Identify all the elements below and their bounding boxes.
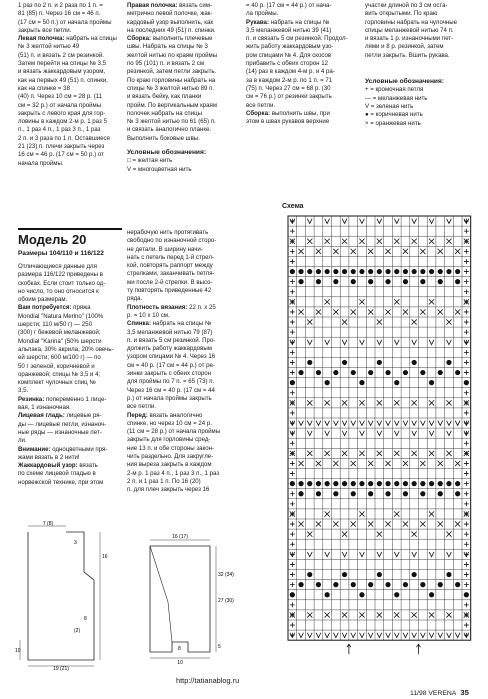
- chart-dot-symbol: [394, 592, 399, 597]
- text-line: обоим размерам.: [18, 296, 68, 304]
- chart-dot-symbol: [316, 582, 321, 587]
- text-line: (40) п. Через 10 см = 28 р. (11: [18, 93, 103, 101]
- legend-item: □ = желтая нить: [127, 157, 173, 165]
- pattern-outline: [28, 532, 94, 660]
- chart-dot-symbol: [412, 269, 417, 274]
- chart-dot-symbol: [342, 572, 347, 577]
- text-line: набрать на спицы №: [270, 18, 330, 26]
- chart-dot-symbol: [307, 360, 312, 365]
- chart-dot-symbol: [446, 269, 451, 274]
- legend-item: — = меланжевая нить: [365, 94, 428, 102]
- issue-label: 11/98 VERENA: [410, 690, 457, 697]
- chart-dot-symbol: [403, 269, 408, 274]
- text-line: п., 1 раз 4 п., 1 раз 3 п., 1 раз: [18, 126, 101, 134]
- chart-dot-symbol: [420, 370, 425, 375]
- chart-dot-symbol: [351, 481, 356, 486]
- section-heading: Сборка:: [246, 109, 270, 117]
- chart-dot-symbol: [420, 279, 425, 284]
- chart-dot-symbol: [385, 370, 390, 375]
- chart-dot-symbol: [351, 582, 356, 587]
- text-line: 2-м р. 1 раз 4 п., 1 раз 3 п., 1 раз: [127, 469, 220, 477]
- chart-dot-symbol: [359, 592, 364, 597]
- legend-title: Условные обозначения:: [127, 149, 207, 157]
- chart-dot-symbol: [403, 370, 408, 375]
- chart-dot-symbol: [412, 481, 417, 486]
- page-footer: [410, 688, 469, 697]
- text-line: для проймы по 7 п. = 65 (73) п.: [127, 378, 215, 386]
- text-line: см = 76 р.) от резинки закрыть: [246, 93, 332, 101]
- chart-dot-symbol: [420, 491, 425, 496]
- section-heading: Левая полочка:: [18, 35, 65, 43]
- col2-bottom-text: [127, 229, 235, 495]
- dim-label: 5: [218, 644, 221, 650]
- text-line: набрать на спицы №: [152, 320, 212, 328]
- text-line: комплект чулочных спиц №: [18, 379, 96, 387]
- text-line: ные ряды — изнаночные пет-: [18, 428, 102, 436]
- text-line: По краю горловины набрать на: [127, 76, 216, 84]
- chart-dot-symbol: [351, 491, 356, 496]
- text-line: 50 г зеленой, коричневой и: [18, 362, 95, 370]
- dim-label: 7 (8): [42, 521, 54, 527]
- text-line: по схеме лицевой гладью в: [18, 470, 96, 478]
- text-line: полочек набрать на спицы: [127, 109, 202, 117]
- text-line: метрично левой полочке, жак-: [127, 10, 213, 18]
- text-line: нать с петель перед 1-й стрел-: [127, 253, 214, 261]
- text-line: Через 16 см = 40 р. (17 см = 44: [127, 386, 215, 394]
- text-line: [127, 412, 235, 420]
- chart-dot-symbol: [455, 582, 460, 587]
- text-line: за в каждом 2-м р. по 1 п. = 71: [246, 76, 333, 84]
- chart-dot-symbol: [316, 269, 321, 274]
- text-line: все петли.: [127, 403, 157, 411]
- text-line: 16 см = 46 р. (17 см = 50 р.) от: [18, 151, 104, 159]
- text-line: петли закрыть. Вшить рукава.: [365, 51, 450, 59]
- text-line: стрелками, заканчивать петля-: [127, 270, 215, 278]
- section-heading: Спинка:: [127, 320, 151, 328]
- text-line: ту повторять приведенные 42: [127, 287, 212, 295]
- text-line: швы. Набрать на спицы № 3: [127, 43, 208, 51]
- text-line: (51) п. и вязать 2 см резинкой.: [18, 51, 104, 59]
- chart-dot-symbol: [342, 360, 347, 365]
- section-heading: Плотность вязания:: [127, 303, 188, 311]
- text-line: спицы меланжевой нитью 74 п.: [365, 26, 454, 34]
- text-line: вая, 1 изнаночная.: [18, 404, 71, 412]
- chart-dot-symbol: [351, 269, 356, 274]
- text-line: [246, 19, 356, 27]
- dim-label: 19 (21): [53, 666, 69, 672]
- chart-dot-symbol: [385, 491, 390, 496]
- text-line: (14) раз в каждом 4-м р. и 4 ра-: [246, 68, 335, 76]
- chart-dot-symbol: [333, 481, 338, 486]
- section-heading: Правая полочка:: [127, 2, 178, 9]
- section-heading: Резинка:: [18, 395, 45, 403]
- text-line: все петли.: [246, 101, 276, 109]
- text-line: набрать на спицы № 3 желтой нитью 49: [18, 35, 117, 51]
- chart-dot-symbol: [412, 360, 417, 365]
- chart-dot-symbol: [455, 481, 460, 486]
- chart-dot-symbol: [316, 481, 321, 486]
- text-line: р. = 10 х 10 см.: [127, 311, 170, 319]
- text-line: [18, 396, 124, 404]
- text-line: 2 п. и 1 раз 1 п. По 16 (20): [127, 477, 201, 485]
- chart-dot-symbol: [298, 370, 303, 375]
- section-heading: Сборка:: [127, 35, 151, 43]
- text-line: вязать аналогично: [149, 411, 203, 419]
- text-line: и вязать 1 р. изнаночными пет-: [365, 35, 454, 43]
- text-line: (17 см = 50 п.) от начала проймы: [18, 18, 112, 26]
- text-line: лями и 8 р. резинкой, затем: [365, 43, 444, 51]
- dim-label: 32 (34): [218, 572, 234, 578]
- text-line: ды — лицевые петли, изнаноч-: [18, 420, 107, 428]
- text-line: 2 п. и 3 раза по 1 п. Оставшиеся: [18, 134, 110, 142]
- section-heading: Вам потребуется:: [18, 304, 72, 312]
- chart-dot-symbol: [420, 582, 425, 587]
- text-line: Mondial "Karina" (50% шерсти: [18, 337, 102, 345]
- chart-dot-symbol: [420, 269, 425, 274]
- text-line: норвежской технике, при этом: [18, 478, 104, 486]
- chart-dot-symbol: [359, 481, 364, 486]
- chart-dot-symbol: [298, 269, 303, 274]
- pattern-sleeve-piece: [128, 532, 232, 664]
- text-line: см = 40 р. (17 см = 44 р.) от ре-: [127, 361, 215, 369]
- sizes-line: Размеры 104/110 и 116/122: [18, 250, 104, 257]
- chart-dot-symbol: [394, 380, 399, 385]
- text-line: выполнить плечевые: [152, 35, 213, 43]
- text-line: 3,5 меланжевой нитью 79 (87): [127, 328, 213, 336]
- chart-dot-symbol: [385, 269, 390, 274]
- section-heading: Внимание:: [18, 445, 51, 453]
- text-line: р.) от начала проймы закрыть: [127, 394, 212, 402]
- col3-top-text: [246, 2, 356, 126]
- text-line: выполнить швы, при: [271, 109, 330, 117]
- text-line: начала проймы.: [18, 159, 64, 167]
- text-line: = 40 р. (17 см = 44 р.) от нача-: [246, 2, 332, 9]
- text-line: п. и связать 5 см резинкой. Продол-: [246, 35, 348, 43]
- chart-dot-symbol: [325, 380, 330, 385]
- text-line: как на первых 49 (51) п. спинки,: [18, 76, 108, 84]
- dim-label: 16: [102, 554, 108, 560]
- chart-dot-symbol: [333, 370, 338, 375]
- text-line: [18, 446, 124, 454]
- text-line: закрыть для горловины сред-: [127, 436, 211, 444]
- section-heading: Жаккардовый узор:: [18, 462, 78, 470]
- chart-dot-symbol: [403, 279, 408, 284]
- text-line: пройм. По вертикальным краям: [127, 101, 218, 109]
- text-line: ром спицами № 4. Для скосов: [246, 51, 332, 59]
- chart-dot-symbol: [307, 481, 312, 486]
- chart-dot-symbol: [333, 582, 338, 587]
- legend-title: Условные обозначения:: [365, 78, 445, 86]
- text-line: шерсти; 110 м/50 г) — 250: [18, 321, 92, 329]
- text-line: [18, 35, 124, 52]
- chart-dot-symbol: [385, 279, 390, 284]
- chart-dot-symbol: [429, 481, 434, 486]
- chart-dot-symbol: [316, 491, 321, 496]
- col2-top-text: [127, 2, 235, 174]
- text-line: этом в швах рукавов верхние: [246, 118, 330, 126]
- text-line: [127, 320, 235, 328]
- text-line: вязать сим-: [179, 2, 212, 9]
- text-line: прибавить с обеих сторон 12: [246, 60, 328, 68]
- blog-url[interactable]: http://tatianablog.ru: [176, 676, 240, 685]
- chart-dot-symbol: [368, 481, 373, 486]
- chart-dot-symbol: [438, 370, 443, 375]
- chart-dot-symbol: [438, 279, 443, 284]
- dim-label: 3: [74, 540, 77, 546]
- chart-dot-symbol: [377, 572, 382, 577]
- chart-dot-symbol: [342, 269, 347, 274]
- text-line: и вязать жаккардовым узором,: [18, 68, 106, 76]
- text-line: (11 см = 28 р.) от начала проймы: [127, 428, 221, 436]
- chart-dot-symbol: [438, 481, 443, 486]
- dim-label: 8: [178, 646, 181, 652]
- chart-dot-symbol: [446, 360, 451, 365]
- text-line: на последних 49 (51) п. спинки.: [127, 26, 216, 34]
- text-line: оранжевой; спицы № 3,5 и 4;: [18, 370, 101, 378]
- text-line: Mondial "Natura Merino" (100%: [18, 312, 104, 320]
- text-line: ми после 2-й стрелки. В высо-: [127, 278, 213, 286]
- chart-dot-symbol: [429, 269, 434, 274]
- text-line: [127, 304, 235, 312]
- legend-item: ● = коричневая нить: [365, 111, 423, 119]
- dim-label: 10: [177, 660, 183, 666]
- chart-dot-symbol: [455, 279, 460, 284]
- text-line: но число, то оно относится к: [18, 287, 99, 295]
- chart-dot-symbol: [403, 582, 408, 587]
- text-line: № 3 желтой нитью по 61 (65) п.: [127, 118, 216, 126]
- text-line: 22 п. х 25: [189, 303, 216, 311]
- text-line: участки длиной по 3 см оста-: [365, 2, 448, 9]
- chart-dot-symbol: [342, 481, 347, 486]
- text-line: 3,5.: [18, 387, 29, 395]
- text-line: 81 (85) п. Через 16 см = 46 п.: [18, 10, 101, 18]
- text-line: Отличающиеся данные для: [18, 263, 97, 270]
- text-line: альпака, 30% акрила, 20% овечь-: [18, 345, 114, 353]
- text-line: Выполнить боковые швы.: [127, 134, 200, 142]
- section-heading: Лицевая гладь:: [18, 412, 65, 420]
- text-line: узором спицами № 4. Через 16: [127, 353, 216, 361]
- chart-dot-symbol: [429, 380, 434, 385]
- text-line: п. и вязать 5 см резинкой. Про-: [127, 336, 216, 344]
- text-line: закрыть все петли.: [18, 26, 72, 34]
- chart-dot-symbol: [438, 269, 443, 274]
- text-line: как на спинке = 38: [18, 84, 70, 92]
- text-line: (75) п. Через 27 см = 68 р. (30: [246, 84, 331, 92]
- text-line: жить работу жаккардовым узо-: [246, 43, 334, 51]
- chart-dot-symbol: [438, 582, 443, 587]
- chart-dot-symbol: [377, 360, 382, 365]
- chart-dot-symbol: [333, 491, 338, 496]
- text-line: 3,5 меланжевой нитью 39 (41): [246, 26, 332, 34]
- chart-dot-symbol: [368, 269, 373, 274]
- chart-dot-symbol: [351, 279, 356, 284]
- knitting-chart: [282, 212, 482, 678]
- dim-label: 27 (30): [218, 598, 234, 604]
- text-line: 1 раз по 2 п. и 2 раза по 1 п. =: [18, 2, 103, 9]
- chart-dot-symbol: [377, 481, 382, 486]
- chart-dot-symbol: [298, 279, 303, 284]
- text-line: ловины в каждом 2-м р. 1 раз 5: [18, 118, 107, 126]
- chart-arrow-icon: [347, 644, 351, 654]
- col1-bottom-text: [18, 263, 124, 487]
- chart-dot-symbol: [385, 481, 390, 486]
- text-line: резинкой, затем петли закрыть.: [127, 68, 217, 76]
- text-line: [246, 110, 356, 118]
- chart-dot-symbol: [298, 582, 303, 587]
- model-title: Модель 20: [18, 232, 87, 247]
- text-line: скобках. Если стоит только од-: [18, 279, 106, 287]
- chart-dot-symbol: [368, 279, 373, 284]
- section-heading: Перед:: [127, 411, 148, 419]
- chart-dot-symbol: [385, 582, 390, 587]
- legend-item: V = многоцветная нить: [127, 165, 192, 173]
- text-line: кой, повторять раппорт между: [127, 262, 213, 270]
- chart-dot-symbol: [403, 481, 408, 486]
- text-line: [18, 304, 124, 312]
- text-line: ей шерсти; 600 м/100 г) — по: [18, 354, 101, 362]
- text-line: [127, 2, 235, 10]
- col1-top-text: [18, 2, 124, 168]
- text-line: пряжа: [73, 304, 91, 312]
- text-line: зинки закрыть с обеих сторон: [127, 370, 211, 378]
- text-line: ли.: [18, 437, 27, 445]
- text-line: одноцветными пря-: [52, 445, 108, 453]
- text-line: попеременно 1 лице-: [45, 395, 107, 403]
- chart-dot-symbol: [298, 481, 303, 486]
- text-line: ние 13 п. и обе стороны закон-: [127, 444, 215, 452]
- chart-dot-symbol: [394, 269, 399, 274]
- chart-dot-symbol: [377, 269, 382, 274]
- text-line: не детали. В ширину начи-: [127, 245, 203, 253]
- chart-dot-symbol: [446, 481, 451, 486]
- chart-dot-symbol: [298, 491, 303, 496]
- dim-label: 10: [15, 648, 21, 654]
- chart-dot-symbol: [325, 592, 330, 597]
- chart-arrow-icon: [417, 644, 421, 654]
- text-line: ния выреза закрыть в каждом: [127, 461, 212, 469]
- text-line: [18, 462, 124, 470]
- text-line: [18, 412, 124, 420]
- chart-dot-symbol: [325, 481, 330, 486]
- chart-dot-symbol: [307, 269, 312, 274]
- text-line: и связать аналогично планке.: [127, 126, 212, 134]
- text-line: вить открытыми. По краю: [365, 10, 438, 18]
- text-line: 21 (23) п. плечи закрыть через: [18, 143, 105, 151]
- chart-dot-symbol: [359, 269, 364, 274]
- text-line: должить работу жаккардовым: [127, 345, 212, 353]
- page-number: 35: [460, 688, 469, 697]
- chart-dot-symbol: [359, 380, 364, 385]
- chart-dot-symbol: [333, 269, 338, 274]
- text-line: горловины набрать на чулочные: [365, 18, 458, 26]
- text-line: см = 32 р.) от начала проймы: [18, 101, 102, 109]
- text-line: п. для плеч закрыть через 16: [127, 486, 210, 494]
- chart-dot-symbol: [455, 491, 460, 496]
- text-line: свободно по изнаночной сторо-: [127, 237, 217, 245]
- chart-dot-symbol: [351, 370, 356, 375]
- pattern-outline: [150, 546, 172, 642]
- chart-dot-symbol: [446, 572, 451, 577]
- text-line: и вязать бейку, как планки: [127, 93, 202, 101]
- text-line: чить раздельно. Для закругле-: [127, 453, 214, 461]
- chart-dot-symbol: [316, 370, 321, 375]
- chart-dot-symbol: [429, 592, 434, 597]
- text-line: спинке, но через 10 см = 24 р.: [127, 419, 212, 427]
- legend-item: + = кромочная петля: [365, 86, 424, 94]
- chart-dot-symbol: [316, 279, 321, 284]
- text-line: ла проймы.: [246, 10, 279, 18]
- text-line: по 95 (101) п. и вязать 2 см: [127, 60, 205, 68]
- col4-top-text: [365, 2, 477, 128]
- chart-dot-symbol: [394, 481, 399, 486]
- text-line: (300) г бежевой меланжевой;: [18, 329, 101, 337]
- legend-item: × = оранжевая нить: [365, 119, 421, 127]
- chart-dot-symbol: [333, 279, 338, 284]
- text-line: вязать: [79, 462, 98, 470]
- chart-dot-symbol: [368, 582, 373, 587]
- section-rule: [18, 228, 122, 230]
- text-line: лицевые ря-: [66, 412, 102, 420]
- text-line: кардовый узор выполнить, как: [127, 18, 214, 26]
- dim-label: (2): [74, 628, 81, 634]
- text-line: ряда.: [127, 295, 143, 303]
- chart-title: Схема: [282, 203, 304, 210]
- chart-dot-symbol: [368, 491, 373, 496]
- text-line: нерабочую нить протягивать: [127, 229, 209, 236]
- text-line: спицы № 3 желтой нитью 89 п.: [127, 84, 215, 92]
- text-line: [127, 35, 235, 43]
- chart-dot-symbol: [412, 572, 417, 577]
- chart-dot-symbol: [420, 481, 425, 486]
- chart-dot-symbol: [455, 269, 460, 274]
- chart-dot-symbol: [307, 572, 312, 577]
- section-heading: Рукава:: [246, 18, 269, 26]
- text-line: жами вязать в 2 нити!: [18, 453, 80, 461]
- chart-dot-symbol: [325, 269, 330, 274]
- text-line: Затем перейти на спицы № 3,5: [18, 60, 107, 68]
- legend-item: V = зеленая нить: [365, 102, 414, 110]
- text-line: желтой нитью по краям проймы: [127, 51, 218, 59]
- chart-dot-symbol: [368, 370, 373, 375]
- dim-label: 16 (17): [172, 534, 188, 540]
- pattern-back-piece: [14, 520, 106, 670]
- chart-dot-symbol: [403, 491, 408, 496]
- chart-dot-symbol: [438, 491, 443, 496]
- text-line: размера 116/122 приведены в: [18, 271, 103, 279]
- pattern-outline: [150, 546, 210, 652]
- dim-label: 8: [84, 616, 87, 622]
- text-line: закрыть с левого края для гор-: [18, 109, 106, 117]
- chart-dot-symbol: [455, 370, 460, 375]
